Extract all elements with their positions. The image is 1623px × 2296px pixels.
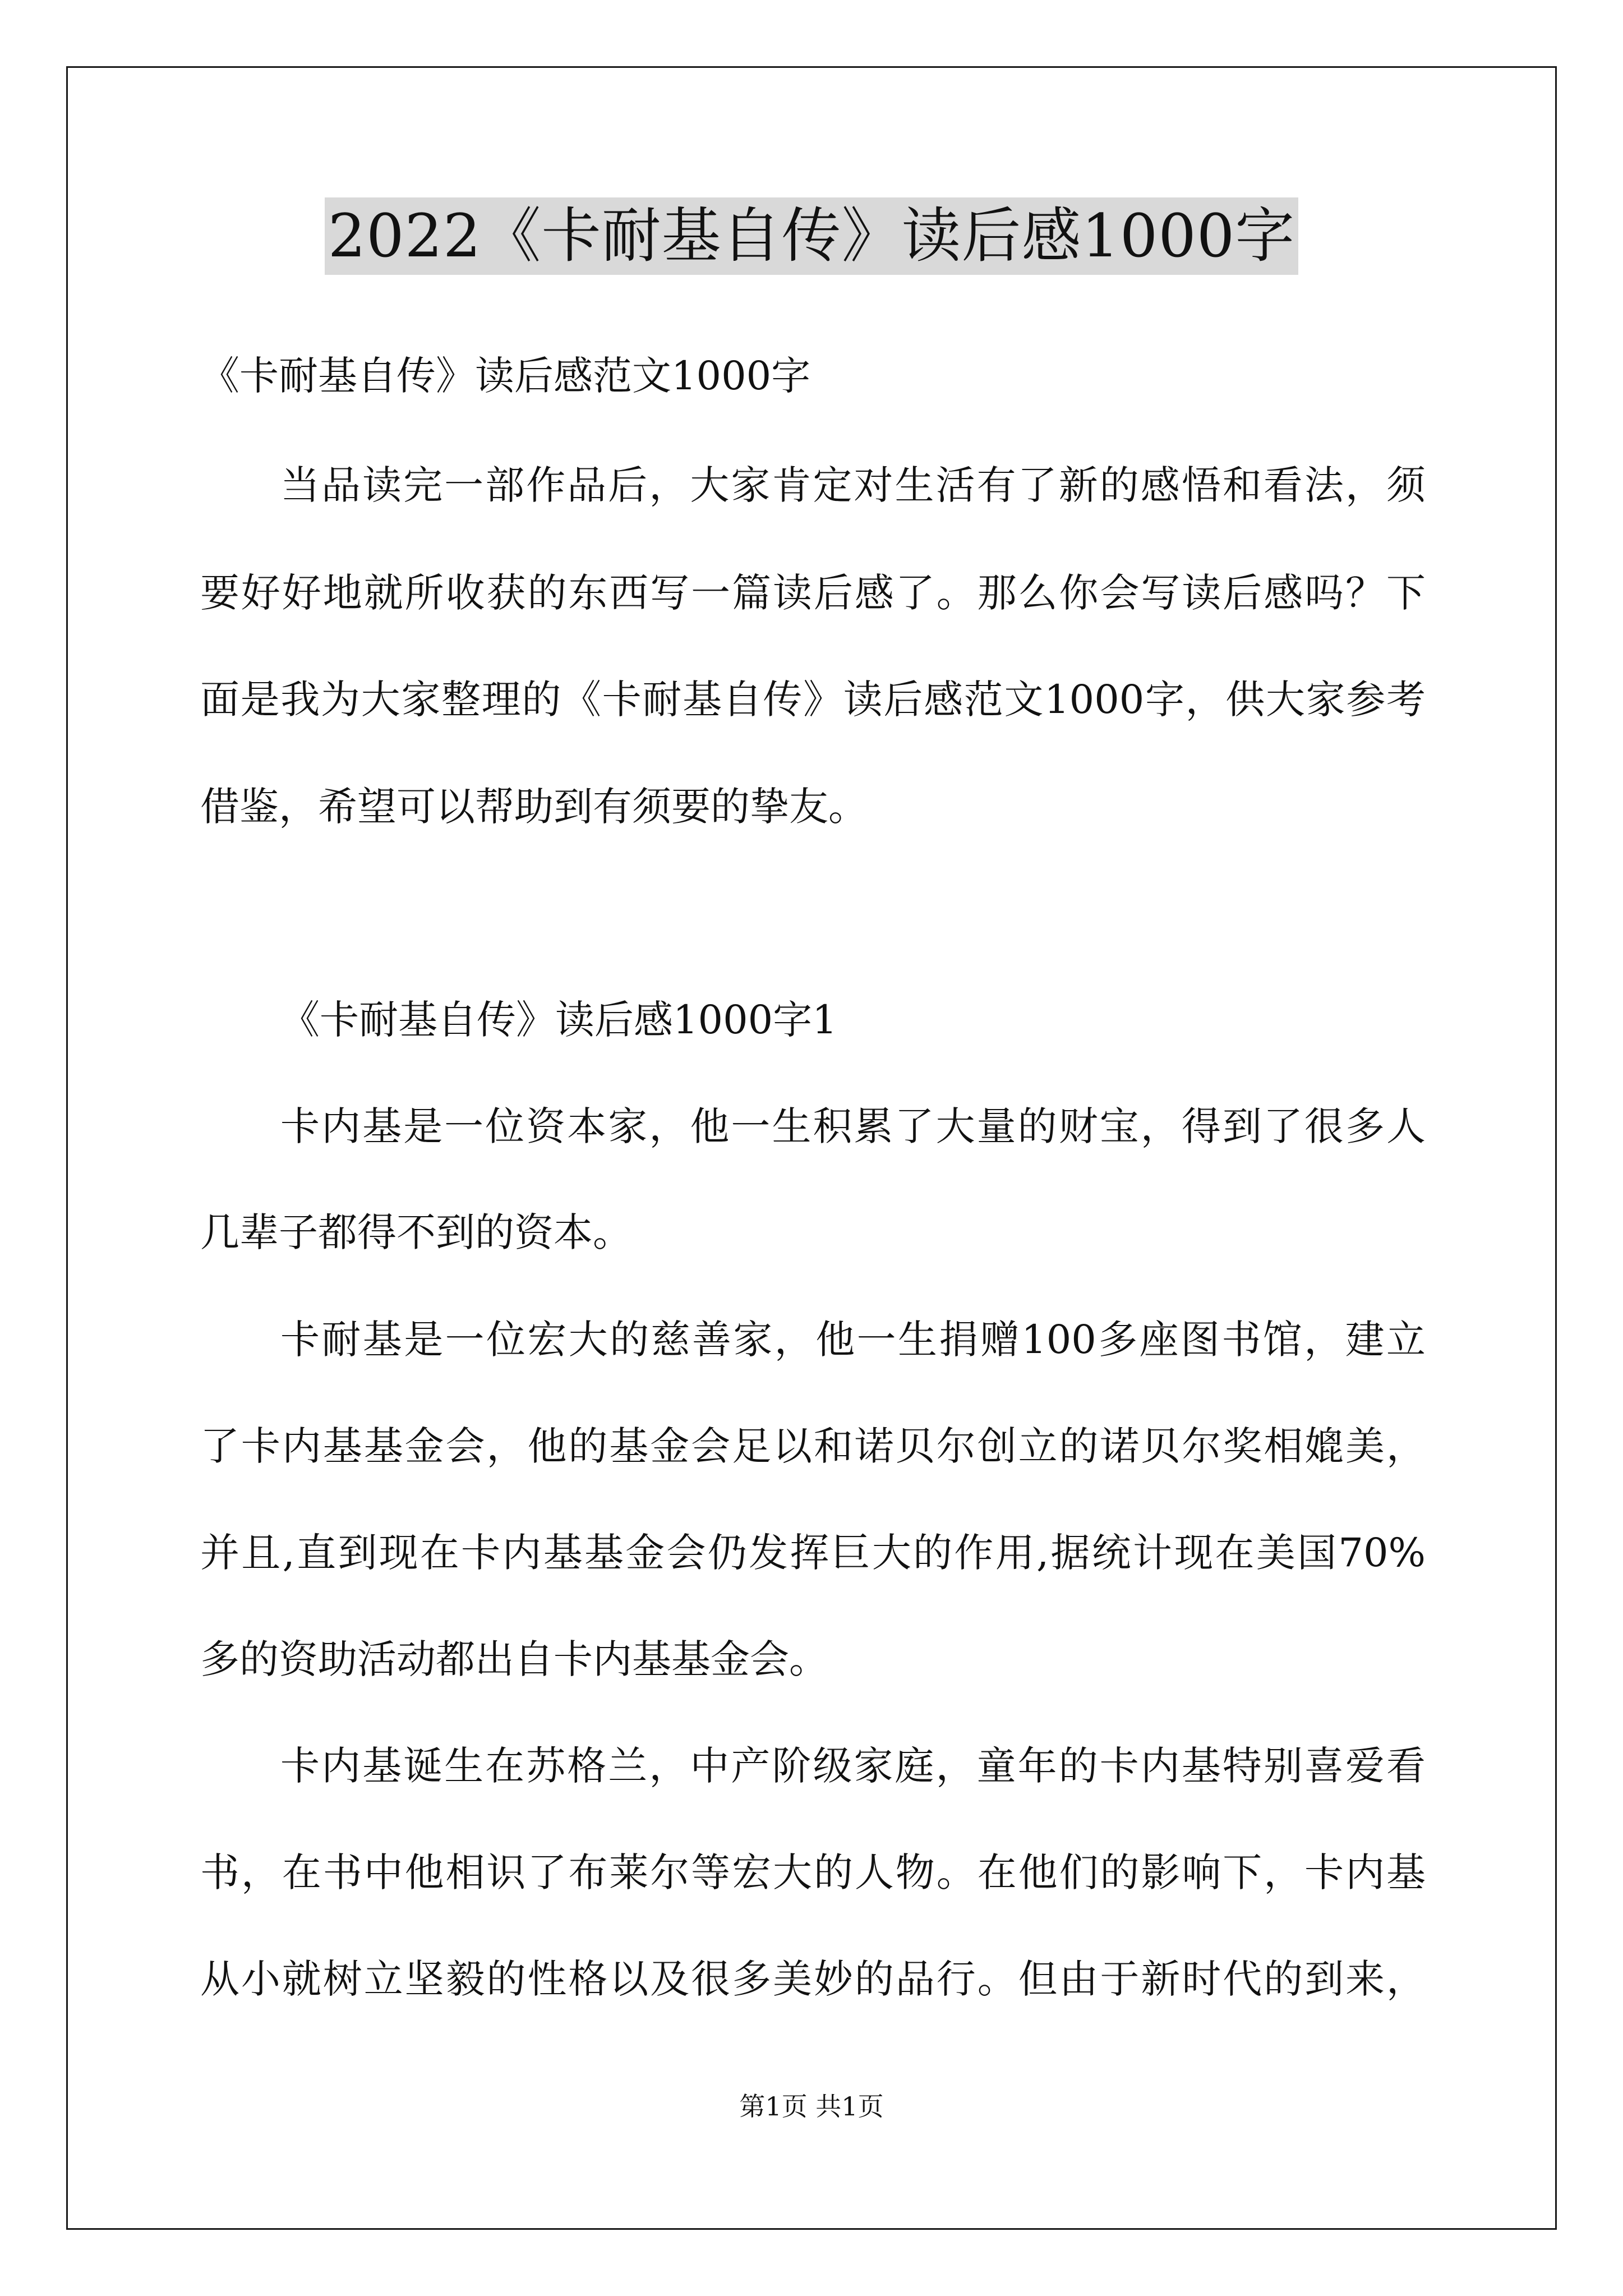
document-subtitle: 《卡耐基自传》读后感范文1000字 — [200, 353, 811, 399]
intro-line: 借鉴，希望可以帮助到有须要的挚友。 — [200, 784, 868, 830]
intro-line: 要好好地就所收获的东西写一篇读后感了。那么你会写读后感吗？下 — [200, 570, 1426, 616]
document-title: 2022《卡耐基自传》读后感1000字 — [325, 197, 1299, 275]
intro-line: 面是我为大家整理的《卡耐基自传》读后感范文1000字，供大家参考 — [200, 677, 1426, 723]
paragraph-line: 多的资助活动都出自卡内基基金会。 — [200, 1636, 828, 1682]
paragraph-line: 几辈子都得不到的资本。 — [200, 1209, 632, 1255]
title-container — [0, 197, 1623, 275]
section-heading: 《卡耐基自传》读后感1000字1 — [280, 997, 837, 1043]
page-footer: 第1页 共1页 — [739, 2091, 884, 2122]
paragraph-line: 卡内基诞生在苏格兰，中产阶级家庭，童年的卡内基特别喜爱看 — [280, 1743, 1426, 1789]
paragraph-line: 了卡内基基金会，他的基金会足以和诺贝尔创立的诺贝尔奖相媲美， — [200, 1423, 1426, 1469]
paragraph-line: 并且,直到现在卡内基基金会仍发挥巨大的作用,据统计现在美国70% — [200, 1530, 1426, 1576]
paragraph-line: 卡内基是一位资本家，他一生积累了大量的财宝，得到了很多人 — [280, 1103, 1426, 1149]
intro-line: 当品读完一部作品后，大家肯定对生活有了新的感悟和看法，须 — [280, 462, 1426, 508]
paragraph-line: 从小就树立坚毅的性格以及很多美妙的品行。但由于新时代的到来， — [200, 1956, 1426, 2002]
paragraph-line: 书，在书中他相识了布莱尔等宏大的人物。在他们的影响下，卡内基 — [200, 1849, 1426, 1895]
paragraph-line: 卡耐基是一位宏大的慈善家，他一生捐赠100多座图书馆，建立 — [280, 1317, 1426, 1363]
